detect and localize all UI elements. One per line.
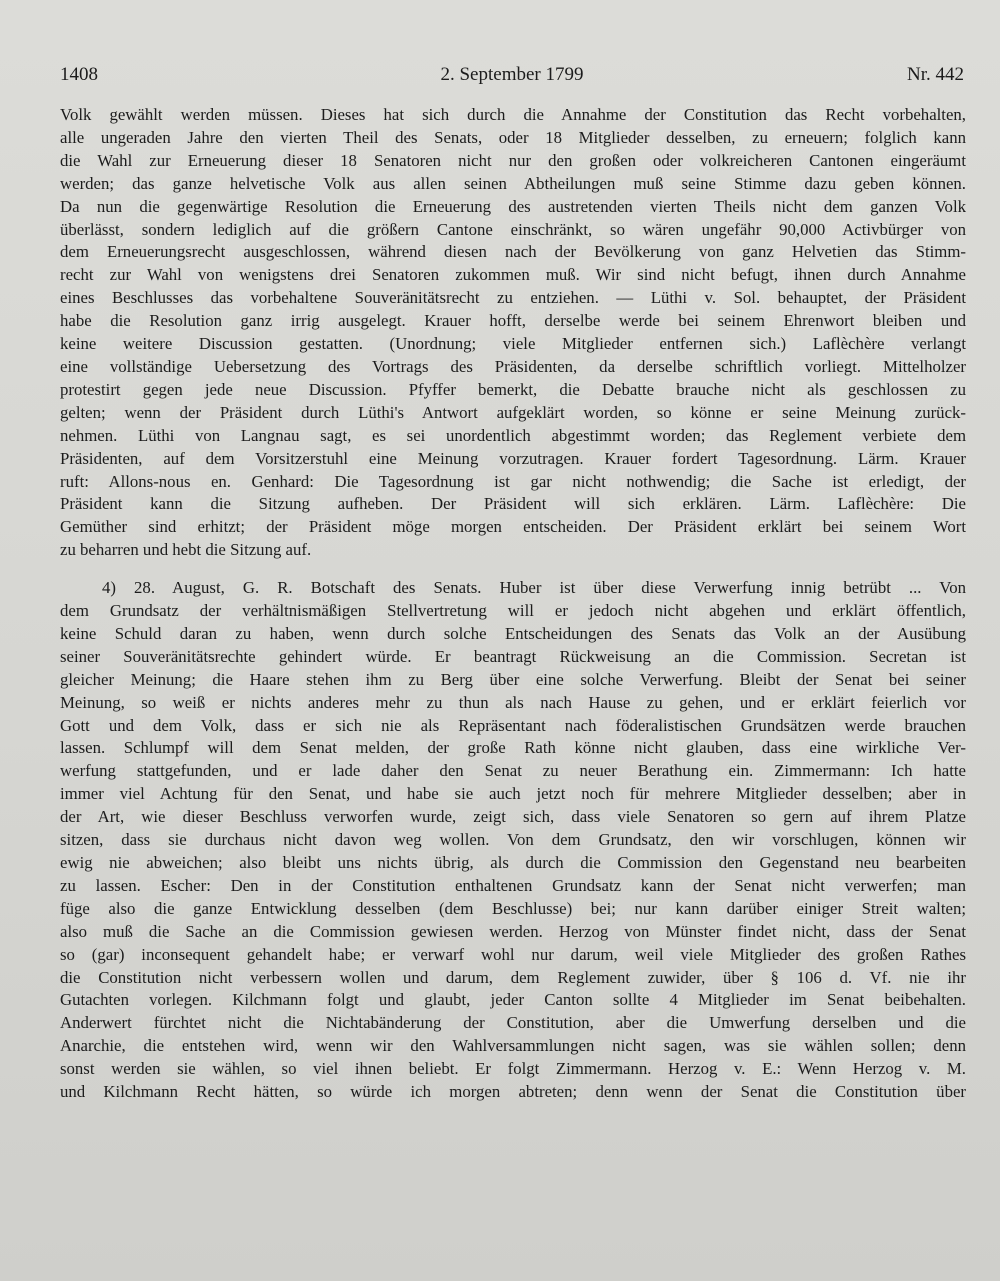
text-line: keine Schuld daran zu haben, wenn durch solche Entscheidungen des Senats das Volk an der Ausübung bbox=[60, 623, 966, 643]
text-line: ewig nie abweichen; also bleibt uns nichts übrig, als durch die Commission den Gegenstand neu bearbeiten bbox=[60, 853, 966, 872]
text-line: ruft: Allons-nous en. Genhard: Die Tagesordnung ist gar nicht nothwendig; die Sache ist erledigt, der bbox=[60, 471, 966, 491]
text-line: immer viel Achtung für den Senat, und habe sie auch jetzt noch für mehrere Mitglieder desselben; aber in bbox=[60, 784, 966, 804]
text-line: und Kilchmann Recht hätten, so würde ich morgen abtreten; denn wenn der Senat die Constitution über bbox=[60, 1082, 966, 1102]
paragraph-1 bbox=[60, 104, 966, 562]
text-line: also muß die Sache an die Commission gewiesen werden. Herzog von Münster findet nicht, dass der Senat bbox=[60, 921, 966, 941]
text-line: sonst werden sie wählen, so viel ihnen beliebt. Er folgt Zimmermann. Herzog v. E.: Wenn Herzog v. M. bbox=[60, 1059, 966, 1079]
text-line: Meinung, so weiß er nichts anderes mehr zu thun als nach Hause zu gehen, und er erklärt feierlich vor bbox=[60, 692, 966, 712]
text-line: nehmen. Lüthi von Langnau sagt, es sei unordentlich abgestimmt worden; das Reglement verbiete dem bbox=[60, 425, 966, 445]
paragraph-2 bbox=[60, 577, 966, 1104]
text-line: Gott und dem Volk, dass er sich nie als Repräsentant nach föderalistischen Grundsätzen werde brauchen bbox=[60, 715, 966, 735]
text-line: Präsident kann die Sitzung aufheben. Der Präsident will sich erklären. Lärm. Laflèchère: Die bbox=[60, 494, 966, 514]
text-line: zu lassen. Escher: Den in der Constitution enthaltenen Grundsatz kann der Senat nicht verwerfen; man bbox=[60, 875, 966, 895]
text-line: 4) 28. August, G. R. Botschaft des Senats. Huber ist über diese Verwerfung innig betrübt ... Von bbox=[102, 578, 966, 598]
text-line: habe die Resolution ganz irrig ausgelegt. Krauer hofft, derselbe werde bei seinem Ehrenwort bleiben und bbox=[60, 311, 966, 331]
text-line: der Art, wie dieser Beschluss verworfen wurde, zeigt sich, dass viele Senatoren so gern auf ihrem Platze bbox=[60, 807, 966, 827]
text-line: füge also die ganze Entwicklung desselben (dem Beschlusse) bei; nur kann darüber einiger Streit walten; bbox=[60, 898, 966, 918]
text-line: seiner Souveränitätsrechte gehindert würde. Er beantragt Rückweisung an die Commission. Secretan ist bbox=[60, 646, 966, 666]
text-line: dem Erneuerungsrecht ausgeschlossen, während diesen nach der Bevölkerung von ganz Helvetien das Stimm- bbox=[60, 242, 966, 262]
paragraph-gap bbox=[60, 562, 966, 577]
text-line: zu beharren und hebt die Sitzung auf. bbox=[60, 540, 312, 560]
text-line: protestirt gegen jede neue Discussion. Pfyffer bemerkt, die Debatte brauche nicht als geschlossen zu bbox=[60, 379, 966, 399]
text-line: die Constitution nicht verbessern wollen und darum, dem Reglement zuwider, über § 106 d. Vf. nie ihr bbox=[60, 967, 966, 987]
text-line: recht zur Wahl von wenigstens drei Senatoren zukommen muß. Wir sind nicht befugt, ihnen durch Annahme bbox=[60, 265, 966, 285]
text-line: Gutachten vorlegen. Kilchmann folgt und glaubt, jeder Canton sollte 4 Mitglieder im Senat beibehalten. bbox=[60, 990, 966, 1010]
document-number: Nr. 442 bbox=[907, 64, 964, 85]
text-line: Anarchie, die entstehen wird, wenn wir den Wahlversammlungen nicht sagen, was sie wählen sollen; denn bbox=[60, 1036, 966, 1056]
text-line: werfung stattgefunden, und er lade daher den Senat zu neuer Berathung ein. Zimmermann: Ich hatte bbox=[60, 761, 966, 781]
text-line: so (gar) inconsequent gehandelt habe; er verwarf wohl nur darum, weil viele Mitglieder des großen Rathes bbox=[60, 944, 966, 964]
text-line: überlässt, sondern lediglich auf die größern Cantone einschränkt, so wären ungefähr 90,000 Activbürger von bbox=[60, 219, 966, 239]
text-line: eine vollständige Uebersetzung des Vortrags des Präsidenten, da derselbe schriftlich vorliegt. Mittelholzer bbox=[60, 356, 966, 376]
text-line: lassen. Schlumpf will dem Senat melden, der große Rath könne nicht glauben, dass eine wirkliche Ver- bbox=[60, 738, 966, 758]
text-line: Da nun die gegenwärtige Resolution die Erneuerung des austretenden vierten Theils nicht dem ganzen Volk bbox=[60, 196, 966, 216]
text-line: keine weitere Discussion gestatten. (Unordnung; viele Mitglieder entfernen sich.) Laflèchère verlangt bbox=[60, 334, 966, 354]
text-line: Gemüther sind erhitzt; der Präsident möge morgen entscheiden. Der Präsident erklärt bei seinem Wort bbox=[60, 517, 966, 537]
text-line: werden; das ganze helvetische Volk aus allen seinen Abtheilungen muß seine Stimme dazu geben können. bbox=[60, 173, 966, 193]
text-line: gelten; wenn der Präsident durch Lüthi's Antwort aufgeklärt worden, so könne er seine Meinung zurück- bbox=[60, 402, 966, 422]
text-line: alle ungeraden Jahre den vierten Theil des Senats, oder 18 Mitglieder desselben, zu erneuern; folglich kann bbox=[60, 127, 966, 147]
text-line: dem Grundsatz der verhältnismäßigen Stellvertretung will er jedoch nicht abgehen und erklärt öffentlich, bbox=[60, 601, 966, 621]
text-line: gleicher Meinung; die Haare stehen ihm zu Berg über eine solche Verwerfung. Bleibt der Senat bei seiner bbox=[60, 669, 966, 689]
page-number: 1408 bbox=[60, 64, 98, 85]
text-line: Volk gewählt werden müssen. Dieses hat sich durch die Annahme der Constitution das Recht vorbehalten, bbox=[60, 105, 966, 124]
page-date: 2. September 1799 bbox=[440, 64, 584, 85]
document-body bbox=[60, 104, 966, 1104]
text-line: eines Beschlusses das vorbehaltene Souveränitätsrecht zu entziehen. — Lüthi v. Sol. behauptet, der Präsident bbox=[60, 288, 966, 308]
text-line: Anderwert fürchtet nicht die Nichtabänderung der Constitution, aber die Umwerfung derselben und die bbox=[60, 1013, 966, 1033]
page-header bbox=[60, 64, 964, 90]
text-line: Präsidenten, auf dem Vorsitzerstuhl eine Meinung vorzutragen. Krauer fordert Tagesordnung. Lärm. Krauer bbox=[60, 448, 966, 468]
text-line: die Wahl zur Erneuerung dieser 18 Senatoren nicht nur den großen oder volkreicheren Cantonen eingeräumt bbox=[60, 150, 966, 170]
text-line: sitzen, dass sie durchaus nicht davon weg wollen. Von dem Grundsatz, den wir vorschlugen, können wir bbox=[60, 830, 966, 850]
